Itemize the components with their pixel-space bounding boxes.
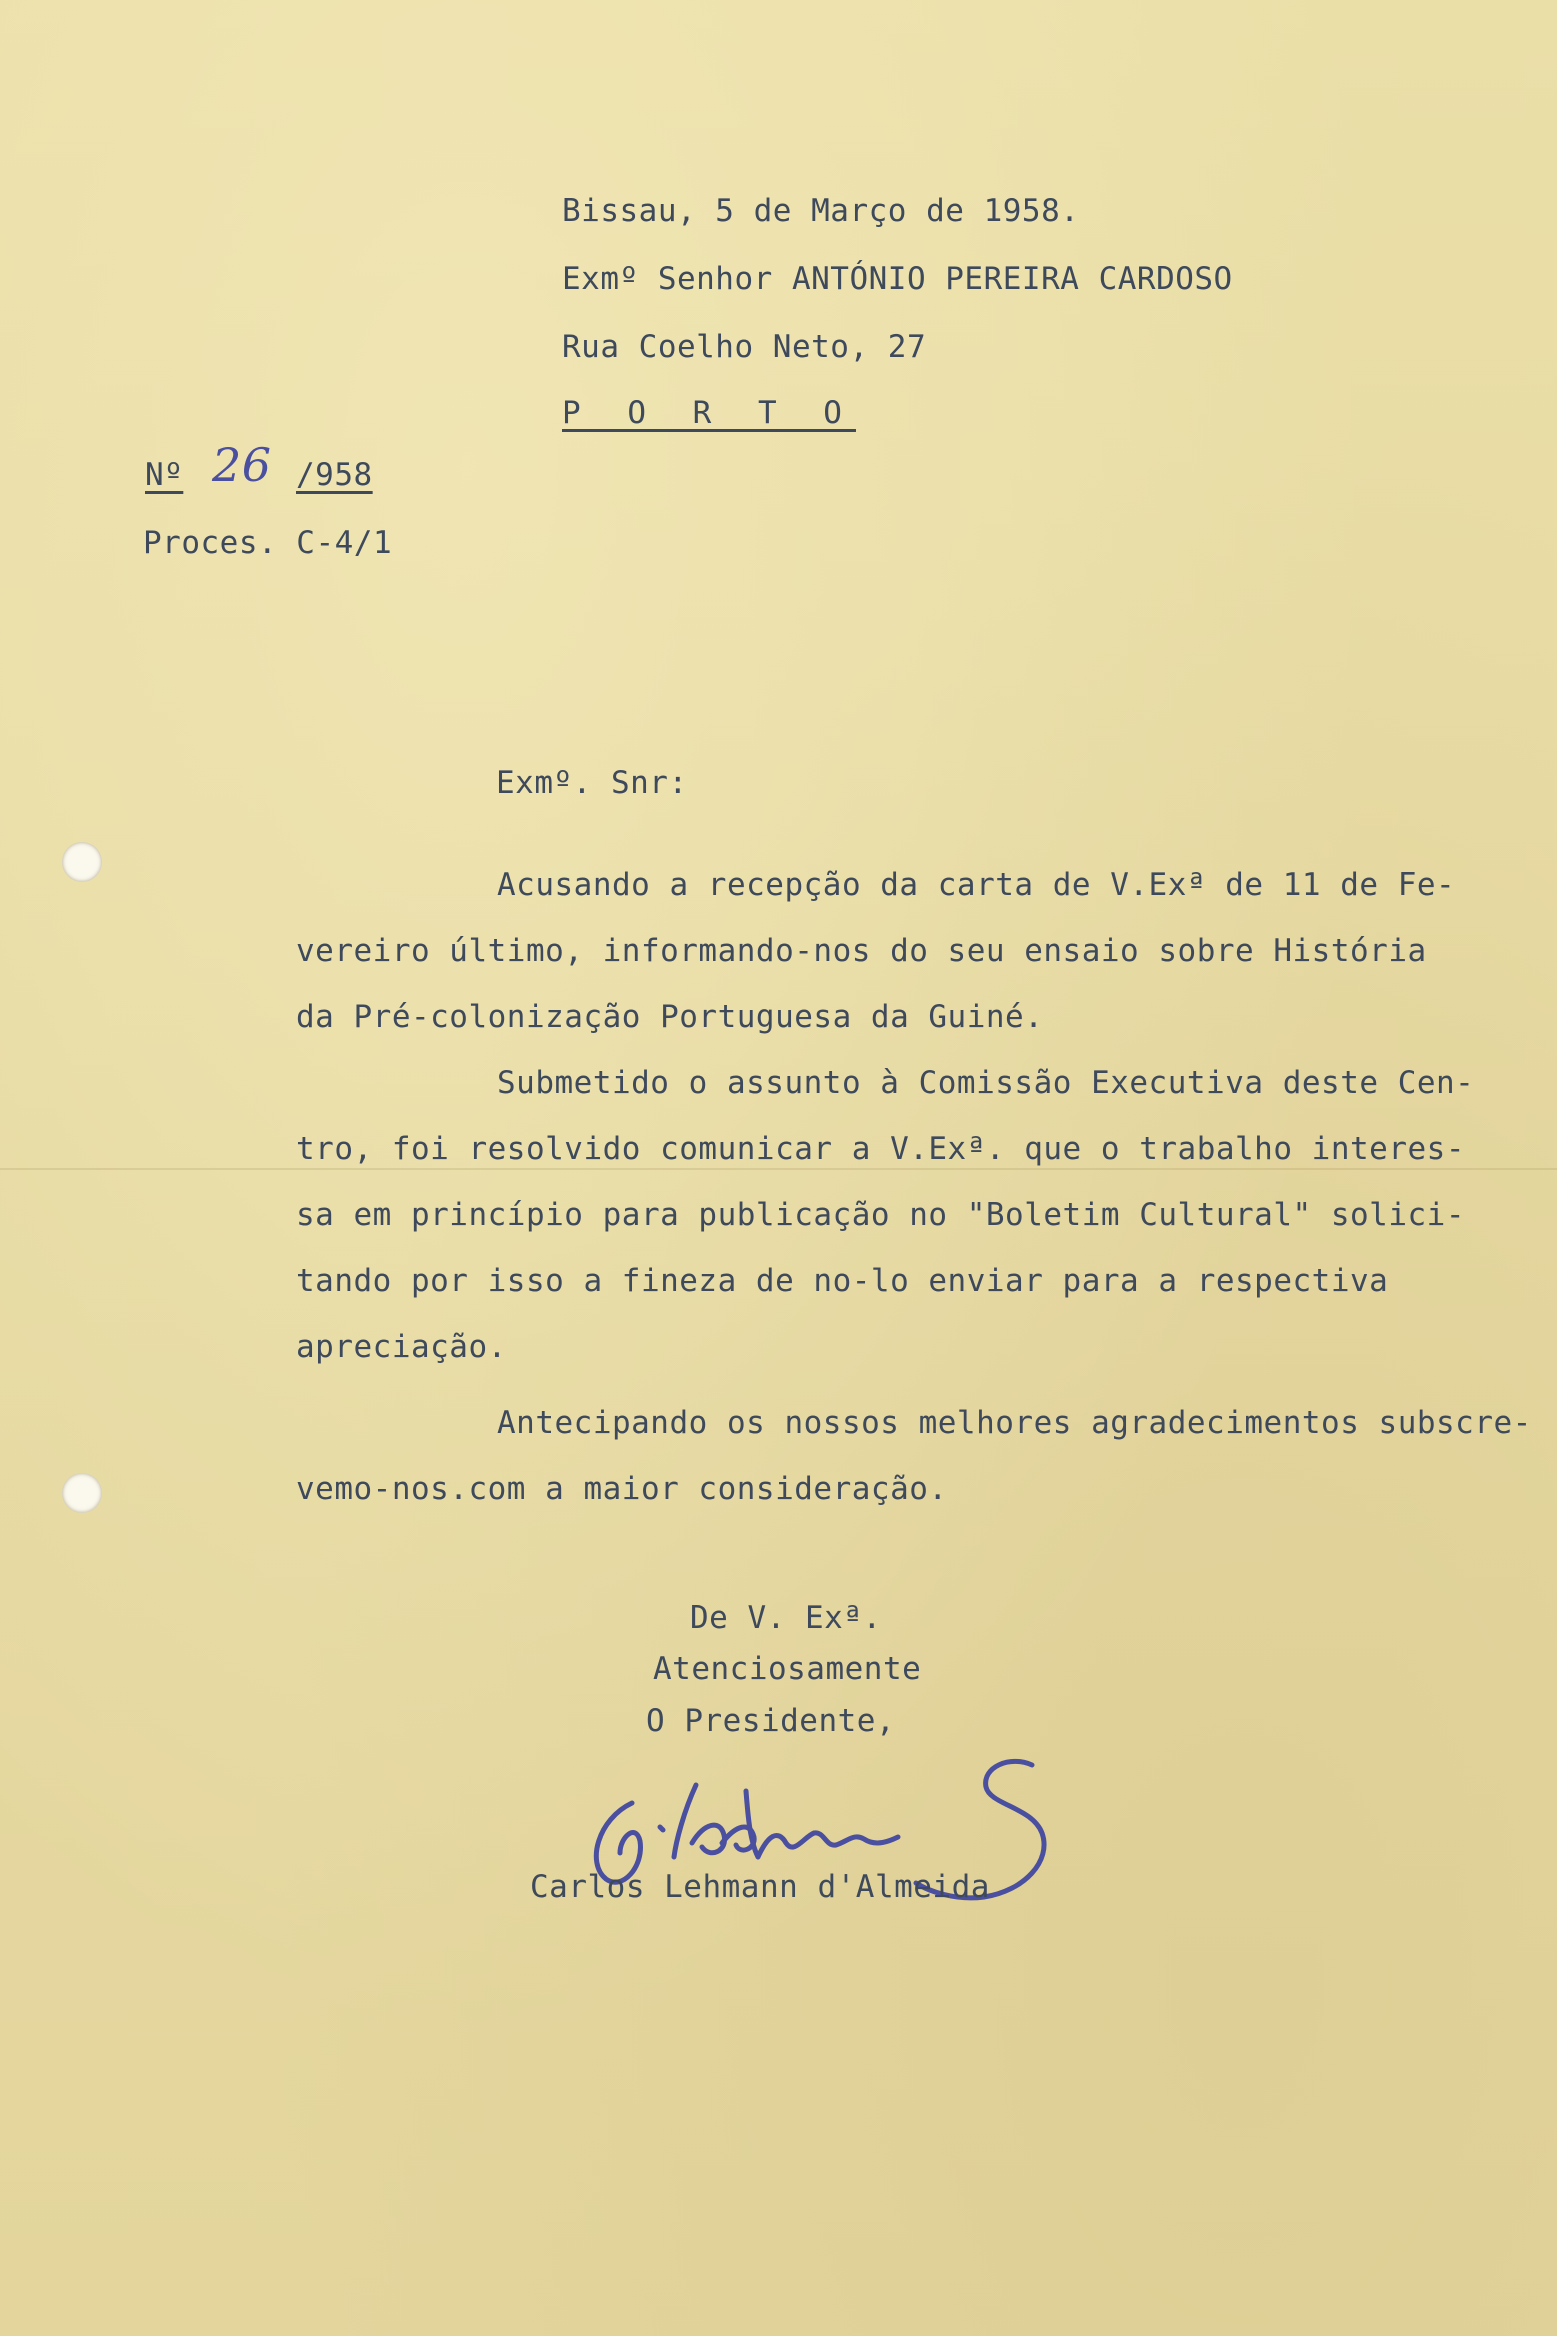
body-line: sa em princípio para publicação no "Boletim Cultural" solici- xyxy=(296,1197,1465,1233)
body-line: Submetido o assunto à Comissão Executiva deste Cen- xyxy=(497,1065,1475,1101)
signatory-name: Carlos Lehmann d'Almeida xyxy=(530,1869,990,1905)
closing-line: O Presidente, xyxy=(646,1703,896,1739)
paper-fold xyxy=(0,1168,1557,1170)
body-line: da Pré-colonização Portuguesa da Guiné. xyxy=(296,999,1044,1035)
body-line: apreciação. xyxy=(296,1329,507,1365)
body-line: tro, foi resolvido comunicar a V.Exª. que o trabalho interes- xyxy=(296,1131,1465,1167)
body-line: vereiro último, informando-nos do seu ensaio sobre História xyxy=(296,933,1427,969)
recipient-name: Exmº Senhor ANTÓNIO PEREIRA CARDOSO xyxy=(562,261,1233,297)
body-line: vemo-nos.com a maior consideração. xyxy=(296,1471,948,1507)
punch-hole-bottom xyxy=(62,1473,102,1513)
dateline: Bissau, 5 de Março de 1958. xyxy=(562,193,1080,229)
process-reference: Proces. C-4/1 xyxy=(143,525,393,561)
recipient-city: P O R T O xyxy=(562,395,856,431)
recipient-address: Rua Coelho Neto, 27 xyxy=(562,329,927,365)
body-line: Antecipando os nossos melhores agradecimentos subscre- xyxy=(497,1405,1532,1441)
salutation: Exmº. Snr: xyxy=(496,765,688,801)
body-line: tando por isso a fineza de no-lo enviar para a respectiva xyxy=(296,1263,1389,1299)
reference-prefix: Nº xyxy=(145,457,184,493)
closing-line: Atenciosamente xyxy=(653,1651,922,1687)
body-line: Acusando a recepção da carta de V.Exª de 11 de Fe- xyxy=(497,867,1456,903)
reference-year: /958 xyxy=(296,457,373,493)
reference-number-handwritten: 26 xyxy=(212,438,272,492)
punch-hole-top xyxy=(62,842,102,882)
closing-line: De V. Exª. xyxy=(690,1600,882,1636)
